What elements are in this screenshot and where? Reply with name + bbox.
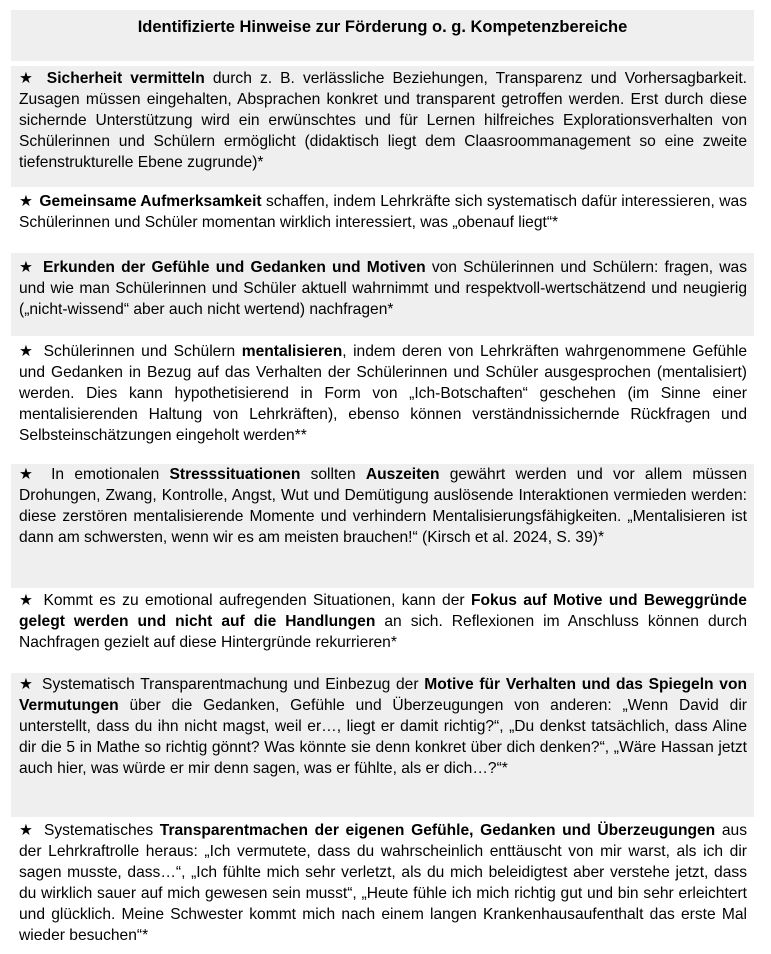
hint-item-7-bold: Motive für Verhalten und das Spiegeln von Vermutungen [19,676,747,714]
document-title: Identifizierte Hinweise zur Förderung o. g. Kompetenzbereiche [11,10,754,61]
star-icon: ★ [19,676,35,693]
hint-item-6-bold: Fokus auf Motive und Beweggründe gelegt werden und nicht auf die Handlungen [19,592,747,630]
hint-item-4-pre: Schülerinnen und Schülern [37,343,242,360]
hint-item-2 [11,189,754,249]
hint-item-3 [11,253,754,336]
hint-item-5-mid: sollten [300,466,366,483]
hint-item-2-text: schaffen, indem Lehrkräfte sich systematisch dafür interessieren, was Schülerinnen und Schüler momentan wirklich interessiert, was „obenauf liegt“* [19,193,747,231]
hint-item-5 [11,464,754,588]
star-icon: ★ [19,466,39,483]
hint-item-7 [11,673,754,817]
hint-item-8 [11,819,754,947]
hint-item-1-bold: Sicherheit vermitteln [46,70,205,87]
hint-item-4 [11,339,754,461]
hint-item-5-text: gewährt werden und vor allem müssen Drohungen, Zwang, Kontrolle, Angst, Wut und Demütigung auslösende Interaktionen vermieden werden: diese zerstören mentalisierende Momente und verhindern Mentalisierungsfähigkeiten. „Mentalisieren ist dann am schwersten, wenn wir es am meisten brauchen!“ (Kirsch et al. 2024, S. 39)* [19,466,747,546]
hint-item-3-text: von Schülerinnen und Schülern: fragen, was und wie man Schülerinnen und Schüler aktuell wahrnimmt und respektvoll-wertschätzend und neugierig („nicht-wissend“ aber auch nicht wertend) nachfragen* [19,259,747,318]
star-icon: ★ [19,822,36,839]
hint-item-8-pre: Systematisches [37,822,160,839]
hint-item-2-bold: Gemeinsame Aufmerksamkeit [39,193,262,210]
hint-item-5-pre: In emotionalen [40,466,170,483]
hint-item-7-text: über die Gedanken, Gefühle und Überzeugungen von anderen: „Wenn David dir unterstellt, dass du ihn nicht magst, weil er…, liegt er damit richtig?“, „Du denkst tatsächlich, dass Aline dir die 5 in Mathe so richtig gönnt? Was könnte sie denn konkret über dich denken?“, „Wäre Hassan jetzt auch hier, was würde er mir denn sagen, was er fühlte, als er dich…?“* [19,697,747,777]
hint-item-6-text: an sich. Reflexionen im Anschluss können durch Nachfragen gezielt auf diese Hintergründe rekurrieren* [19,613,747,651]
hint-item-1 [11,66,754,187]
star-icon: ★ [19,343,36,360]
hint-item-7-pre: Systematisch Transparentmachung und Einbezug der [36,676,425,693]
star-icon: ★ [19,592,36,609]
hint-item-5-bold: Stresssituationen [169,466,301,483]
hint-item-4-text: , indem deren von Lehrkräften wahrgenommene Gefühle und Gedanken in Bezug auf das Verhalten der Schülerinnen und Schüler ausgesprochen (mentalisiert) werden. Dies kann hypothetisierend in Form von „Ich-Botschaften“ geschehen (im Sinne einer mentalisierenden Haltung von Lehrkräften), ebenso können verständnissichernde Rückfragen und Selbsteinschätzungen eingeholt werden** [19,343,748,444]
star-icon: ★ [19,193,34,210]
hint-item-8-bold: Transparentmachen der eigenen Gefühle, Gedanken und Überzeugungen [159,822,716,839]
star-icon: ★ [19,259,35,276]
hint-item-1-text: durch z. B. verlässliche Beziehungen, Transparenz und Vorhersagbarkeit. Zusagen müssen eingehalten, Absprachen konkret und transparent getroffen werden. Erst durch diese sichernde Unterstützung wird ein erwünschtes und für Lernen hilfreiches Explorationsverhalten von Schülerinnen und Schülern ermöglicht (didaktisch liegt dem Claasroommanagement so eine zweite tiefenstrukturelle Ebene zugrunde)* [19,70,747,171]
hint-item-3-bold: Erkunden der Gefühle und Gedanken und Motiven [42,259,426,276]
star-icon: ★ [19,70,37,87]
hint-item-8-text: aus der Lehrkraftrolle heraus: „Ich vermutete, dass du wahrscheinlich enttäuscht von mir warst, als ich dir sagen musste, dass…“, „Ich fühlte mich sehr verletzt, als du mich beleidigtest aber verstehe jetzt, dass du wirklich sauer auf mich gewesen sein musst“, „Heute fühle ich mich richtig gut und bin sehr erleichtert und glücklich. Meine Schwester kommt mich nach einem langen Krankenhausaufenthalt das erste Mal wieder besuchen“* [19,822,747,944]
hint-item-4-bold: mentalisieren [241,343,343,360]
hint-item-6 [11,590,754,670]
hint-item-5-bold-2: Auszeiten [365,466,440,483]
hint-item-6-pre: Kommt es zu emotional aufregenden Situationen, kann der [37,592,471,609]
